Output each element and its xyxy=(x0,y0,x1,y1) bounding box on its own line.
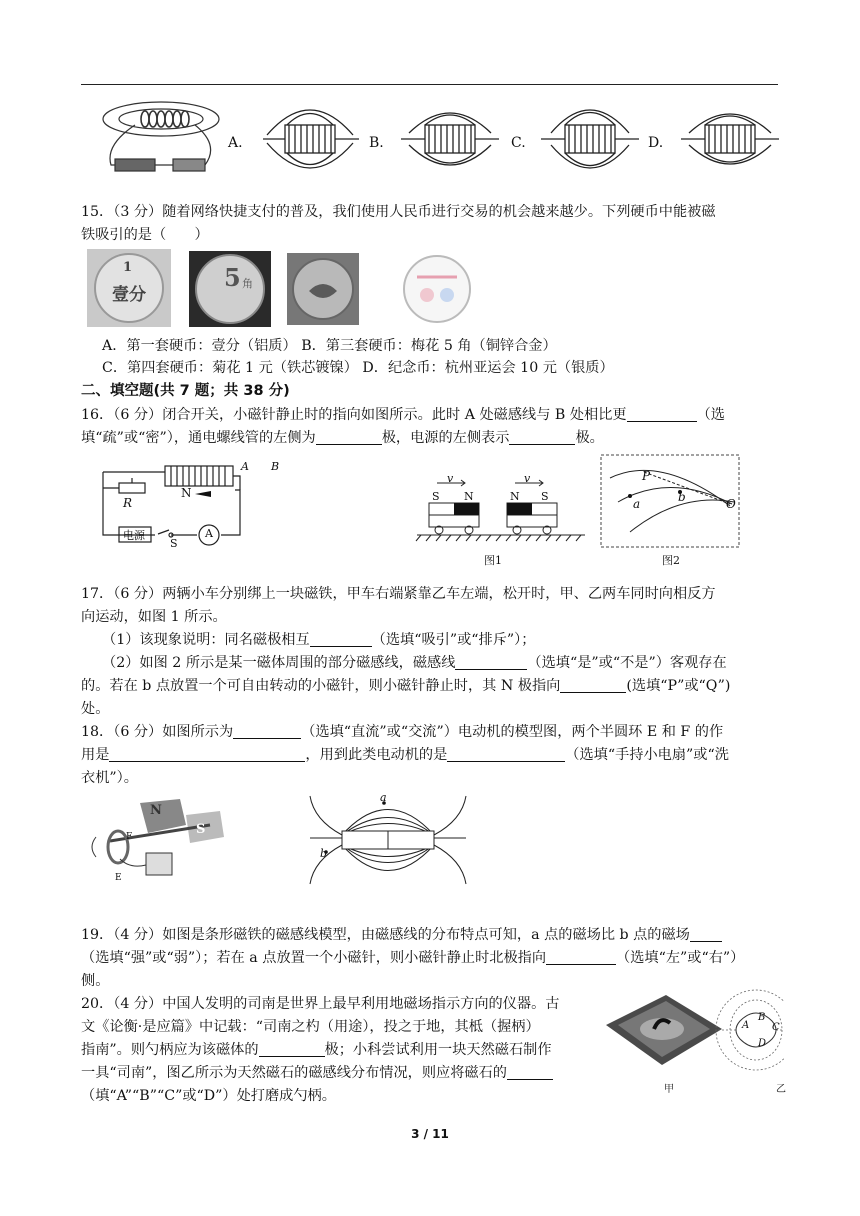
q15-stem-line2: 铁吸引的是（ ） xyxy=(81,227,209,243)
q16-text-line2: 填“疏”或“密”），通电螺线管的左侧为 极，电源的左侧表示 极。 xyxy=(81,430,604,446)
q19-blank-1[interactable] xyxy=(690,926,722,942)
q14-option-d[interactable]: D. xyxy=(648,135,664,151)
fig1-caption: 图1 xyxy=(484,554,502,567)
q17-sub3: 的。若在 b 点放置一个可自由转动的小磁针，则小磁针静止时，其 N 极指向 (选填“P”或“Q”) xyxy=(81,678,731,694)
q20-blank-1[interactable] xyxy=(259,1041,325,1057)
q14-option-a[interactable]: A. xyxy=(228,135,243,151)
q18-blank-2[interactable] xyxy=(109,746,305,762)
q15-coin1-num: 1 xyxy=(123,260,133,275)
fig1-carts xyxy=(415,475,590,550)
q16-blank-2[interactable] xyxy=(316,429,382,445)
q18-blank-1[interactable] xyxy=(233,723,301,739)
q20-caption-jia: 甲 xyxy=(664,1084,674,1095)
q19-blank-2[interactable] xyxy=(546,949,616,965)
q20-caption-yi: 乙 xyxy=(776,1084,786,1095)
q17-sub4: 处。 xyxy=(81,701,110,717)
q16-label-power: 电源 xyxy=(123,529,145,542)
q17-blank-2[interactable] xyxy=(455,654,527,670)
q18-text-line1: 18．（6 分）如图所示为 （选填“直流”或“交流”）电动机的模型图，两个半圆环 E 和 F 的作 xyxy=(81,724,724,740)
q18-label-N: N xyxy=(150,803,162,818)
q16-label-A: A xyxy=(241,460,249,473)
q15-coin2-num: 5 xyxy=(224,263,241,292)
q16-blank-1[interactable] xyxy=(627,406,697,422)
q20-label-C: C xyxy=(772,1022,780,1033)
q20-label-D: D xyxy=(758,1038,767,1049)
section-heading-fill-in: 二、填空题(共 7 题；共 38 分) xyxy=(81,383,290,399)
q14-option-figures xyxy=(95,95,785,185)
q19-text-line1: 19．（4 分）如图是条形磁铁的磁感线模型，由磁感线的分布特点可知，a 点的磁场比 b 点的磁场 xyxy=(81,925,722,945)
fig2-a: a xyxy=(633,497,641,511)
q15-options-cd[interactable]: C．第四套硬币：菊花 1 元（铁芯镀镍） D．纪念币：杭州亚运会 10 元（银质） xyxy=(102,360,614,376)
q16-label-N: N xyxy=(181,486,192,500)
q20-text-line1: 20．（4 分）中国人发明的司南是世界上最早利用地磁场指示方向的仪器。古 xyxy=(81,996,560,1012)
fig2-caption: 图2 xyxy=(662,554,680,567)
fig2-b: b xyxy=(678,490,686,504)
q18-text-line2: 用是 ，用到此类电动机的是 （选填“手持小电扇”或“洗 xyxy=(81,747,729,763)
q18-blank-3[interactable] xyxy=(447,746,565,762)
q16-label-ammeter: A xyxy=(205,527,213,540)
q19-label-a: a xyxy=(380,791,387,804)
q17-sub2: （2）如图 2 所示是某一磁体周围的部分磁感线，磁感线 （选填“是”或“不是”）客观存在 xyxy=(102,655,727,671)
q16-label-B: B xyxy=(271,460,280,473)
q17-blank-3[interactable] xyxy=(560,677,626,693)
q20-text-line2: 文《论衡·是应篇》中记载：“司南之杓（用途），投之于地，其柢（握柄） xyxy=(81,1019,540,1035)
q15-stem-line1: 15．（3 分）随着网络快捷支付的普及，我们使用人民币进行交易的机会越来越少。下列硬币中能被磁 xyxy=(81,204,716,220)
fig2-field-lines xyxy=(600,454,740,548)
fig2-P: P xyxy=(642,469,651,483)
q14-option-c[interactable]: C. xyxy=(511,135,526,151)
q16-text-line1: 16．（6 分）闭合开关，小磁针静止时的指向如图所示。此时 A 处磁感线与 B 处相比更 （选 xyxy=(81,407,725,423)
page-number: 3 / 11 xyxy=(411,1127,449,1141)
q18-text-line3: 衣机”）。 xyxy=(81,770,138,786)
q19-text-line2: （选填“强”或“弱”）；若在 a 点放置一个小磁针，则小磁针静止时北极指向 （选填“左”或“右”） xyxy=(81,950,745,966)
header-rule xyxy=(81,84,778,85)
q19-label-b: b xyxy=(320,847,328,860)
q15-options-ab[interactable]: A．第一套硬币：壹分（铝质） B．第三套硬币：梅花 5 角（铜锌合金） xyxy=(102,338,557,354)
q14-apparatus-figure xyxy=(103,102,219,171)
q16-label-S: S xyxy=(170,537,178,550)
q20-sinan-images xyxy=(604,985,784,1075)
q20-text-line5: （填“A”“B”“C”或“D”）处打磨成勺柄。 xyxy=(81,1088,336,1104)
fig1-n1: N xyxy=(464,490,474,503)
fig1-s1: S xyxy=(432,490,440,503)
q17-blank-1[interactable] xyxy=(310,631,372,647)
q20-label-B: B xyxy=(758,1012,766,1023)
q20-blank-2[interactable] xyxy=(507,1064,553,1080)
q20-label-A: A xyxy=(742,1020,750,1031)
q18-label-S: S xyxy=(196,822,206,837)
q18-label-E: E xyxy=(115,873,122,883)
q14-option-b[interactable]: B. xyxy=(369,135,384,151)
q17-sub1: （1）该现象说明：同名磁极相互 （选填“吸引”或“排斥”）； xyxy=(102,632,536,648)
q15-coin1-text: 壹分 xyxy=(112,285,146,305)
q19-bar-magnet-field xyxy=(308,790,468,890)
q17-text-line1: 17．（6 分）两辆小车分别绑上一块磁铁，甲车右端紧靠乙车左端，松开时，甲、乙两车同时向相反方 xyxy=(81,586,716,602)
q17-text-line2: 向运动，如图 1 所示。 xyxy=(81,609,227,625)
fig1-n2: N xyxy=(510,490,520,503)
q16-label-R: R xyxy=(123,496,133,510)
q16-blank-3[interactable] xyxy=(509,429,575,445)
q15-coin2-unit: 角 xyxy=(242,277,253,290)
fig1-v2: v xyxy=(524,472,531,485)
q20-text-line4: 一具“司南”，图乙所示为天然磁石的磁感线分布情况，则应将磁石的 xyxy=(81,1063,553,1083)
fig1-v1: v xyxy=(447,472,454,485)
fig1-s2: S xyxy=(541,490,549,503)
q19-text-line3: 侧。 xyxy=(81,973,110,989)
q18-label-F: F xyxy=(126,832,133,842)
q20-text-line3: 指南”。则勺柄应为该磁体的 极；小科尝试利用一块天然磁石制作 xyxy=(81,1042,552,1058)
fig2-O: O xyxy=(726,497,736,511)
